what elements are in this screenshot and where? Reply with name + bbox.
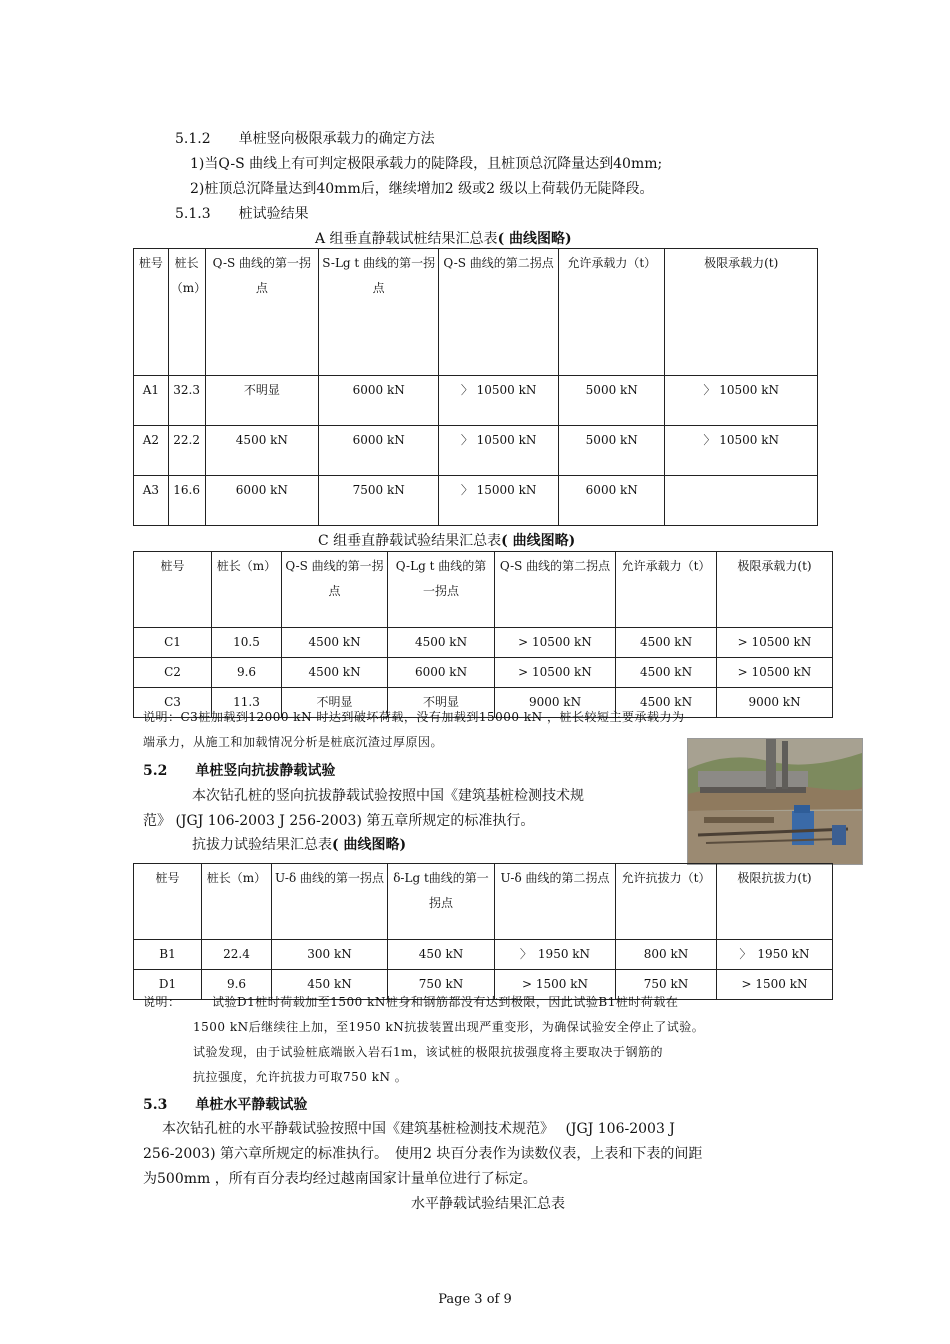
table-cell: 32.3 — [168, 376, 205, 426]
construction-site-photo — [687, 738, 863, 865]
table-cell: 〉 10500 kN — [665, 426, 818, 476]
table-cell: 〉 1950 kN — [717, 940, 833, 970]
table-cell: 6000 kN — [319, 426, 439, 476]
table-c-header: Q-Lg t 曲线的第一拐点 — [388, 552, 495, 628]
table-cell: 不明显 — [205, 376, 319, 426]
table-a-header-row — [134, 249, 818, 376]
section-5-3-heading: 5.3 单桩水平静载试验 — [143, 1097, 308, 1113]
table-c-header: 允许承载力（t） — [616, 552, 717, 628]
table-u-note-line-4: 抗拉强度，允许抗拔力可取750 kN 。 — [193, 1070, 408, 1084]
table-cell: 〉 10500 kN — [439, 426, 559, 476]
table-u-header-row — [134, 864, 833, 940]
table-row — [134, 476, 818, 526]
table-cell: 6000 kN — [559, 476, 665, 526]
table-cell: A2 — [134, 426, 169, 476]
table-u-caption-note: ( 曲线图略) — [332, 837, 407, 853]
table-cell: 〉 15000 kN — [439, 476, 559, 526]
table-cell: 〉 1950 kN — [495, 940, 616, 970]
table-cell: 〉 10500 kN — [665, 376, 818, 426]
table-cell: 22.2 — [168, 426, 205, 476]
table-cell: C2 — [134, 658, 212, 688]
section-5-3-para-line-3: 为500mm ，所有百分表均经过越南国家计量单位进行了标定。 — [143, 1171, 537, 1187]
table-c-header: Q-S 曲线的第一拐点 — [282, 552, 388, 628]
table-cell: 9000 kN — [717, 688, 833, 718]
table-u-header: δ-Lg t曲线的第一拐点 — [388, 864, 495, 940]
table-cell: B1 — [134, 940, 202, 970]
section-5-1-3-heading: 5.1.3 桩试验结果 — [175, 206, 309, 222]
table-c-header: 桩长（m） — [212, 552, 282, 628]
table-a — [133, 248, 818, 526]
table-c-caption-text: C 组垂直静载试验结果汇总表 — [318, 533, 502, 549]
table-u-header: 桩号 — [134, 864, 202, 940]
table-cell: 6000 kN — [205, 476, 319, 526]
table-cell: A3 — [134, 476, 169, 526]
table-cell: 6000 kN — [319, 376, 439, 426]
table-cell: 750 kN — [616, 970, 717, 1000]
table-u-caption — [192, 834, 406, 854]
table-cell: 4500 kN — [388, 628, 495, 658]
table-a-header: Q-S 曲线的第二拐点 — [439, 249, 559, 376]
table-cell: > 10500 kN — [717, 628, 833, 658]
section-5-2-para-line-2: 范》 (JGJ 106-2003 J 256-2003) 第五章所规定的标准执行。 — [143, 813, 535, 829]
table-cell: C3 — [134, 688, 212, 718]
table-cell: 不明显 — [388, 688, 495, 718]
table-c-caption-note: ( 曲线图略) — [501, 533, 576, 549]
section-5-3-para-line-2: 256-2003) 第六章所规定的标准执行。 使用2 块百分表作为读数仪表，上表和下表的间距 — [143, 1146, 703, 1162]
criterion-1: 1)当Q-S 曲线上有可判定极限承载力的陡降段，且桩顶总沉降量达到40mm; — [190, 156, 663, 172]
horizontal-test-caption: 水平静载试验结果汇总表 — [411, 1196, 565, 1212]
table-a-caption-note: ( 曲线图略) — [497, 231, 572, 247]
table-cell: 4500 kN — [616, 688, 717, 718]
table-u-note-line-2: 1500 kN后继续往上加，至1950 kN抗拔装置出现严重变形，为确保试验安全停止了试验。 — [193, 1020, 705, 1034]
page-number: Page 3 of 9 — [438, 1292, 512, 1307]
table-a-header: 桩长（m） — [168, 249, 205, 376]
table-cell: 800 kN — [616, 940, 717, 970]
table-row — [134, 940, 833, 970]
table-cell: 450 kN — [272, 970, 388, 1000]
table-cell: 450 kN — [388, 940, 495, 970]
table-cell: 〉 10500 kN — [439, 376, 559, 426]
table-c-caption — [318, 530, 575, 550]
table-a-caption-text: A 组垂直静载试桩结果汇总表 — [315, 231, 498, 247]
table-cell: 4500 kN — [282, 628, 388, 658]
table-cell: C1 — [134, 628, 212, 658]
table-cell: 5000 kN — [559, 426, 665, 476]
table-a-header: 桩号 — [134, 249, 169, 376]
section-5-2-heading: 5.2 单桩竖向抗拔静载试验 — [143, 763, 336, 779]
table-cell: > 1500 kN — [717, 970, 833, 1000]
table-cell: 16.6 — [168, 476, 205, 526]
table-u-header: U-δ 曲线的第二拐点 — [495, 864, 616, 940]
table-cell: 4500 kN — [616, 628, 717, 658]
table-a-header: Q-S 曲线的第一拐点 — [205, 249, 319, 376]
table-cell: 4500 kN — [205, 426, 319, 476]
table-c — [133, 551, 833, 718]
table-cell: > 10500 kN — [495, 658, 616, 688]
table-c-header: 极限承载力(t) — [717, 552, 833, 628]
table-cell: 9000 kN — [495, 688, 616, 718]
table-u-header: 极限抗拔力(t) — [717, 864, 833, 940]
table-row — [134, 628, 833, 658]
table-cell: 300 kN — [272, 940, 388, 970]
table-row — [134, 658, 833, 688]
table-row — [134, 426, 818, 476]
table-u-note-line-1: 试验D1桩时荷载加至1500 kN桩身和钢筋都没有达到极限，因此试验B1桩时荷载在 — [212, 995, 679, 1009]
table-c-note-line-2: 端承力，从施工和加载情况分析是桩底沉渣过厚原因。 — [143, 735, 444, 749]
section-5-2-para-line-1: 本次钻孔桩的竖向抗拔静载试验按照中国《建筑基桩检测技术规 — [192, 788, 584, 804]
table-u-caption-text: 抗拔力试验结果汇总表 — [192, 837, 332, 853]
table-row — [134, 376, 818, 426]
table-c-header: Q-S 曲线的第二拐点 — [495, 552, 616, 628]
table-cell: 10.5 — [212, 628, 282, 658]
table-u-header: U-δ 曲线的第一拐点 — [272, 864, 388, 940]
table-cell: 9.6 — [202, 970, 272, 1000]
table-c-header-row — [134, 552, 833, 628]
table-a-header: 极限承载力(t) — [665, 249, 818, 376]
table-cell: D1 — [134, 970, 202, 1000]
table-cell: > 1500 kN — [495, 970, 616, 1000]
table-a-caption — [315, 228, 572, 248]
table-cell — [665, 476, 818, 526]
table-cell: 750 kN — [388, 970, 495, 1000]
criterion-2: 2)桩顶总沉降量达到40mm后，继续增加2 级或2 级以上荷载仍无陡降段。 — [190, 181, 654, 197]
table-cell: > 10500 kN — [717, 658, 833, 688]
table-cell: 9.6 — [212, 658, 282, 688]
table-u-note-label: 说明： — [143, 995, 181, 1009]
table-u-header: 允许抗拔力（t） — [616, 864, 717, 940]
table-cell: 6000 kN — [388, 658, 495, 688]
table-cell: 5000 kN — [559, 376, 665, 426]
table-cell: 不明显 — [282, 688, 388, 718]
table-cell: 4500 kN — [616, 658, 717, 688]
table-cell: 22.4 — [202, 940, 272, 970]
table-c-note-line-1: 说明：C3桩加载到12000 kN 时达到破坏荷载，没有加载到15000 kN ，桩长较短主要承载力为 — [143, 710, 685, 724]
table-u-header: 桩长（m） — [202, 864, 272, 940]
table-cell: 11.3 — [212, 688, 282, 718]
table-cell: > 10500 kN — [495, 628, 616, 658]
table-a-header: S-Lg t 曲线的第一拐点 — [319, 249, 439, 376]
table-cell: A1 — [134, 376, 169, 426]
section-5-1-2-heading: 5.1.2 单桩竖向极限承载力的确定方法 — [175, 131, 435, 147]
table-cell: 4500 kN — [282, 658, 388, 688]
table-uplift — [133, 863, 833, 1000]
section-5-3-para-line-1: 本次钻孔桩的水平静载试验按照中国《建筑基桩检测技术规范》 (JGJ 106-2003 J — [162, 1121, 675, 1137]
table-a-header: 允许承载力（t） — [559, 249, 665, 376]
table-cell: 7500 kN — [319, 476, 439, 526]
table-c-header: 桩号 — [134, 552, 212, 628]
table-u-note-line-3: 试验发现，由于试验桩底端嵌入岩石1m，该试桩的极限抗拔强度将主要取决于钢筋的 — [193, 1045, 664, 1059]
